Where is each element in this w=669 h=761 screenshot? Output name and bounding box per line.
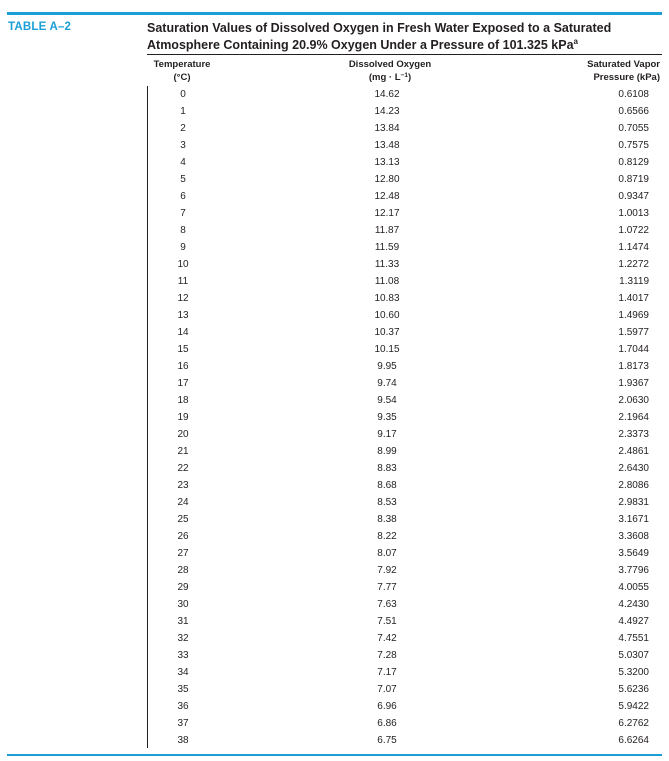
vapor-pressure-cell: 1.4969 [618,310,649,321]
temperature-cell: 6 [180,191,186,202]
vapor-pressure-cell: 5.3200 [618,667,649,678]
temperature-cell: 16 [177,361,189,372]
column-header-temperature-line1: Temperature [153,59,211,70]
caption-line-1: Saturation Values of Dissolved Oxygen in Fresh Water Exposed to a Saturated [147,21,612,35]
vapor-pressure-cell: 3.5649 [618,548,649,559]
table-row [148,341,663,358]
temperature-cell: 1 [180,106,186,117]
dissolved-oxygen-cell: 13.48 [374,140,400,151]
temperature-cell: 37 [177,718,189,729]
table-row [148,239,663,256]
table-row [148,460,663,477]
column-header-oxygen-line2 [320,72,460,85]
table-row [148,630,663,647]
dissolved-oxygen-cell: 14.23 [374,106,400,117]
vapor-pressure-cell: 2.3373 [618,429,649,440]
vapor-pressure-cell: 3.7796 [618,565,649,576]
vapor-pressure-cell: 3.1671 [618,514,649,525]
table-row [148,375,663,392]
dissolved-oxygen-cell: 9.54 [377,395,397,406]
vapor-pressure-cell: 4.4927 [618,616,649,627]
vapor-pressure-cell: 1.1474 [618,242,649,253]
temperature-cell: 27 [177,548,189,559]
temperature-cell: 32 [177,633,189,644]
dissolved-oxygen-cell: 13.13 [374,157,400,168]
dissolved-oxygen-cell: 11.59 [374,242,400,253]
dissolved-oxygen-cell: 11.33 [374,259,400,270]
temperature-cell: 26 [177,531,189,542]
table-row [148,477,663,494]
table-row [148,409,663,426]
temperature-cell: 22 [177,463,189,474]
vapor-pressure-cell: 1.8173 [618,361,649,372]
temperature-cell: 12 [177,293,189,304]
vapor-pressure-cell: 1.3119 [619,276,649,287]
vapor-pressure-cell: 1.7044 [618,344,649,355]
table-row [148,426,663,443]
temperature-cell: 10 [177,259,189,270]
dissolved-oxygen-cell: 7.17 [377,667,397,678]
vapor-pressure-cell: 5.6236 [618,684,649,695]
table-row [148,307,663,324]
table-row [148,443,663,460]
dissolved-oxygen-cell: 8.53 [377,497,397,508]
table-row [148,154,663,171]
table-row [148,596,663,613]
column-header-oxygen-line1: Dissolved Oxygen [348,59,432,70]
vapor-pressure-cell: 4.0055 [618,582,649,593]
table-row [148,528,663,545]
temperature-cell: 5 [180,174,186,185]
column-header-temperature [147,59,217,84]
vapor-pressure-cell: 1.5977 [618,327,649,338]
table-row [148,358,663,375]
temperature-cell: 11 [177,276,189,287]
column-header-vapor-pressure [540,59,660,84]
vapor-pressure-cell: 0.9347 [618,191,649,202]
table-row [148,120,663,137]
dissolved-oxygen-cell: 8.22 [377,531,397,542]
column-header-vapor-line1: Saturated Vapor [587,59,660,70]
dissolved-oxygen-cell: 10.83 [374,293,400,304]
table-number-label: TABLE A–2 [8,21,72,33]
dissolved-oxygen-cell: 9.74 [377,378,397,389]
dissolved-oxygen-cell: 14.62 [374,89,400,100]
temperature-cell: 31 [177,616,189,627]
vapor-pressure-cell: 2.0630 [618,395,649,406]
temperature-cell: 0 [180,89,186,100]
vapor-pressure-cell: 0.7575 [618,140,649,151]
table-row [148,715,663,732]
vapor-pressure-cell: 3.3608 [618,531,649,542]
dissolved-oxygen-cell: 11.08 [374,276,400,287]
bottom-accent-rule [7,754,662,756]
temperature-cell: 24 [177,497,189,508]
header-rule [147,54,662,55]
table-row [148,698,663,715]
oxygen-unit-exponent: −1 [400,71,408,79]
dissolved-oxygen-cell: 8.83 [377,463,397,474]
table-row [148,324,663,341]
table-row [148,222,663,239]
dissolved-oxygen-cell: 10.15 [374,344,400,355]
vapor-pressure-cell: 2.4861 [618,446,649,457]
column-header-temperature-line2: (°C) [173,71,191,83]
temperature-cell: 3 [180,140,186,151]
temperature-cell: 4 [180,157,186,168]
vapor-pressure-cell: 4.2430 [618,599,649,610]
oxygen-unit-prefix: (mg · L [368,71,401,83]
vapor-pressure-cell: 1.4017 [618,293,649,304]
table-row [148,732,663,749]
temperature-cell: 20 [177,429,189,440]
caption-line-2 [147,37,662,54]
table-row [148,171,663,188]
temperature-cell: 7 [180,208,186,219]
temperature-cell: 17 [177,378,189,389]
dissolved-oxygen-cell: 7.63 [377,599,397,610]
dissolved-oxygen-cell: 8.07 [377,548,397,559]
vapor-pressure-cell: 0.6108 [618,89,649,100]
dissolved-oxygen-cell: 9.95 [377,361,397,372]
table-row [148,613,663,630]
dissolved-oxygen-cell: 8.68 [377,480,397,491]
vapor-pressure-cell: 6.6264 [618,735,649,746]
temperature-cell: 30 [177,599,189,610]
temperature-cell: 23 [177,480,189,491]
dissolved-oxygen-cell: 7.92 [377,565,397,576]
dissolved-oxygen-cell: 7.07 [377,684,397,695]
temperature-cell: 29 [177,582,189,593]
dissolved-oxygen-cell: 8.99 [377,446,397,457]
caption-footnote-mark: a [573,37,578,46]
table-caption [147,20,662,54]
column-header-dissolved-oxygen [320,59,460,84]
dissolved-oxygen-cell: 8.38 [377,514,397,525]
dissolved-oxygen-cell: 12.17 [374,208,400,219]
top-accent-rule [7,12,662,15]
vapor-pressure-cell: 0.8129 [618,157,649,168]
vapor-pressure-cell: 2.6430 [618,463,649,474]
dissolved-oxygen-cell: 7.77 [377,582,397,593]
dissolved-oxygen-cell: 9.17 [377,429,397,440]
temperature-cell: 13 [177,310,189,321]
vapor-pressure-cell: 0.7055 [618,123,649,134]
temperature-cell: 15 [177,344,189,355]
dissolved-oxygen-cell: 11.87 [374,225,400,236]
table-row [148,494,663,511]
caption-line-2-text: Atmosphere Containing 20.9% Oxygen Under a Pressure of 101.325 kPa [147,38,574,52]
vapor-pressure-cell: 0.8719 [618,174,649,185]
temperature-cell: 21 [177,446,189,457]
vapor-pressure-cell: 1.9367 [618,378,649,389]
temperature-cell: 33 [177,650,189,661]
temperature-cell: 14 [177,327,189,338]
dissolved-oxygen-cell: 12.48 [374,191,400,202]
table-row [148,511,663,528]
temperature-cell: 34 [177,667,189,678]
table-row [148,290,663,307]
table-row [148,256,663,273]
table-row [148,86,663,103]
dissolved-oxygen-cell: 7.51 [377,616,397,627]
vapor-pressure-cell: 1.2272 [618,259,649,270]
vapor-pressure-cell: 6.2762 [618,718,649,729]
temperature-cell: 28 [177,565,189,576]
vapor-pressure-cell: 4.7551 [618,633,649,644]
temperature-cell: 2 [180,123,186,134]
vapor-pressure-cell: 2.1964 [618,412,649,423]
table-row [148,273,663,290]
table-row [148,545,663,562]
dissolved-oxygen-cell: 12.80 [374,174,400,185]
table-row [148,103,663,120]
temperature-cell: 8 [180,225,186,236]
vapor-pressure-cell: 1.0013 [618,208,649,219]
temperature-cell: 19 [177,412,189,423]
dissolved-oxygen-cell: 7.28 [377,650,397,661]
table-row [148,647,663,664]
temperature-cell: 35 [177,684,189,695]
dissolved-oxygen-cell: 10.37 [374,327,400,338]
dissolved-oxygen-cell: 7.42 [377,633,397,644]
dissolved-oxygen-cell: 13.84 [374,123,400,134]
temperature-cell: 38 [177,735,189,746]
temperature-cell: 18 [177,395,189,406]
table-row [148,681,663,698]
vapor-pressure-cell: 5.9422 [618,701,649,712]
vapor-pressure-cell: 2.8086 [618,480,649,491]
table-row [148,205,663,222]
table-row [148,137,663,154]
table-body [147,86,663,748]
vapor-pressure-cell: 2.9831 [618,497,649,508]
dissolved-oxygen-cell: 6.86 [377,718,397,729]
temperature-cell: 36 [177,701,189,712]
dissolved-oxygen-cell: 6.96 [377,701,397,712]
dissolved-oxygen-cell: 6.75 [377,735,397,746]
vapor-pressure-cell: 0.6566 [618,106,649,117]
table-row [148,562,663,579]
dissolved-oxygen-cell: 9.35 [377,412,397,423]
oxygen-unit-suffix: ) [407,71,412,83]
table-row [148,579,663,596]
table-row [148,188,663,205]
vapor-pressure-cell: 5.0307 [618,650,649,661]
table-row [148,392,663,409]
dissolved-oxygen-cell: 10.60 [374,310,400,321]
vapor-pressure-cell: 1.0722 [618,225,649,236]
table-row [148,664,663,681]
temperature-cell: 25 [177,514,189,525]
temperature-cell: 9 [180,242,186,253]
column-header-vapor-line2: Pressure (kPa) [593,71,660,83]
